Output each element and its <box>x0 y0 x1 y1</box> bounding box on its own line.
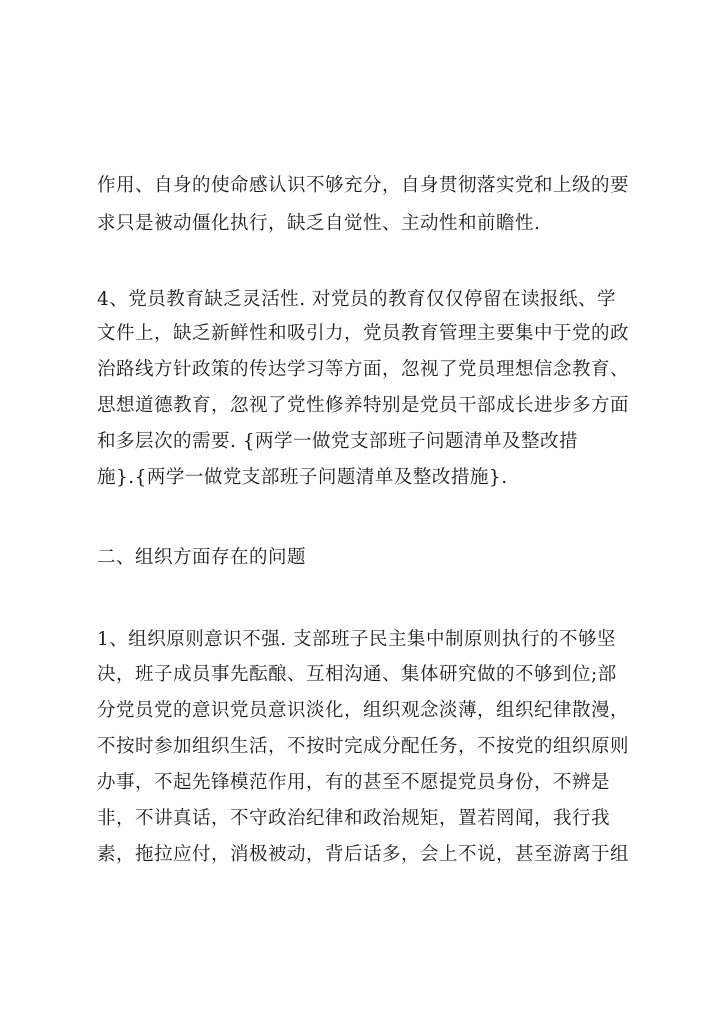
text-line: 不按时参加组织生活，不按时完成分配任务，不按党的组织原则 <box>97 736 630 757</box>
text-line: 办事，不起先锋模范作用，有的甚至不愿提党员身份，不辨是 <box>97 772 611 793</box>
text-line: 决，班子成员事先酝酿、互相沟通、集体研究做的不够到位;部 <box>97 664 617 685</box>
text-line: 作用、自身的使命感认识不够充分，自身贯彻落实党和上级的要 <box>97 175 630 196</box>
text-line: 分党员党的意识党员意识淡化，组织观念淡薄，组织纪律散漫， <box>97 700 630 721</box>
text-line: 和多层次的需要. {两学一做党支部班子问题清单及整改措 <box>97 431 579 452</box>
text-line: 求只是被动僵化执行，缺乏自觉性、主动性和前瞻性. <box>97 213 541 234</box>
text-line: 1、组织原则意识不强. 支部班子民主集中制原则执行的不够坚 <box>97 629 617 650</box>
heading-text: 二、组织方面存在的问题 <box>97 547 307 568</box>
text-line: 治路线方针政策的传达学习等方面，忽视了党员理想信念教育、 <box>97 359 630 380</box>
text-line: 素，拖拉应付，消极被动，背后话多，会上不说，甚至游离于组 <box>97 844 630 865</box>
text-line: 文件上，缺乏新鲜性和吸引力，党员教育管理主要集中于党的政 <box>97 323 630 344</box>
text-line: 思想道德教育，忽视了党性修养特别是党员干部成长进步多方面 <box>97 395 630 416</box>
text-line: 4、党员教育缺乏灵活性. 对党员的教育仅仅停留在读报纸、学 <box>97 289 617 310</box>
text-line: 非，不讲真话，不守政治纪律和政治规矩，置若罔闻，我行我 <box>97 808 611 829</box>
text-line: 施}.{两学一做党支部班子问题清单及整改措施}. <box>97 467 508 488</box>
